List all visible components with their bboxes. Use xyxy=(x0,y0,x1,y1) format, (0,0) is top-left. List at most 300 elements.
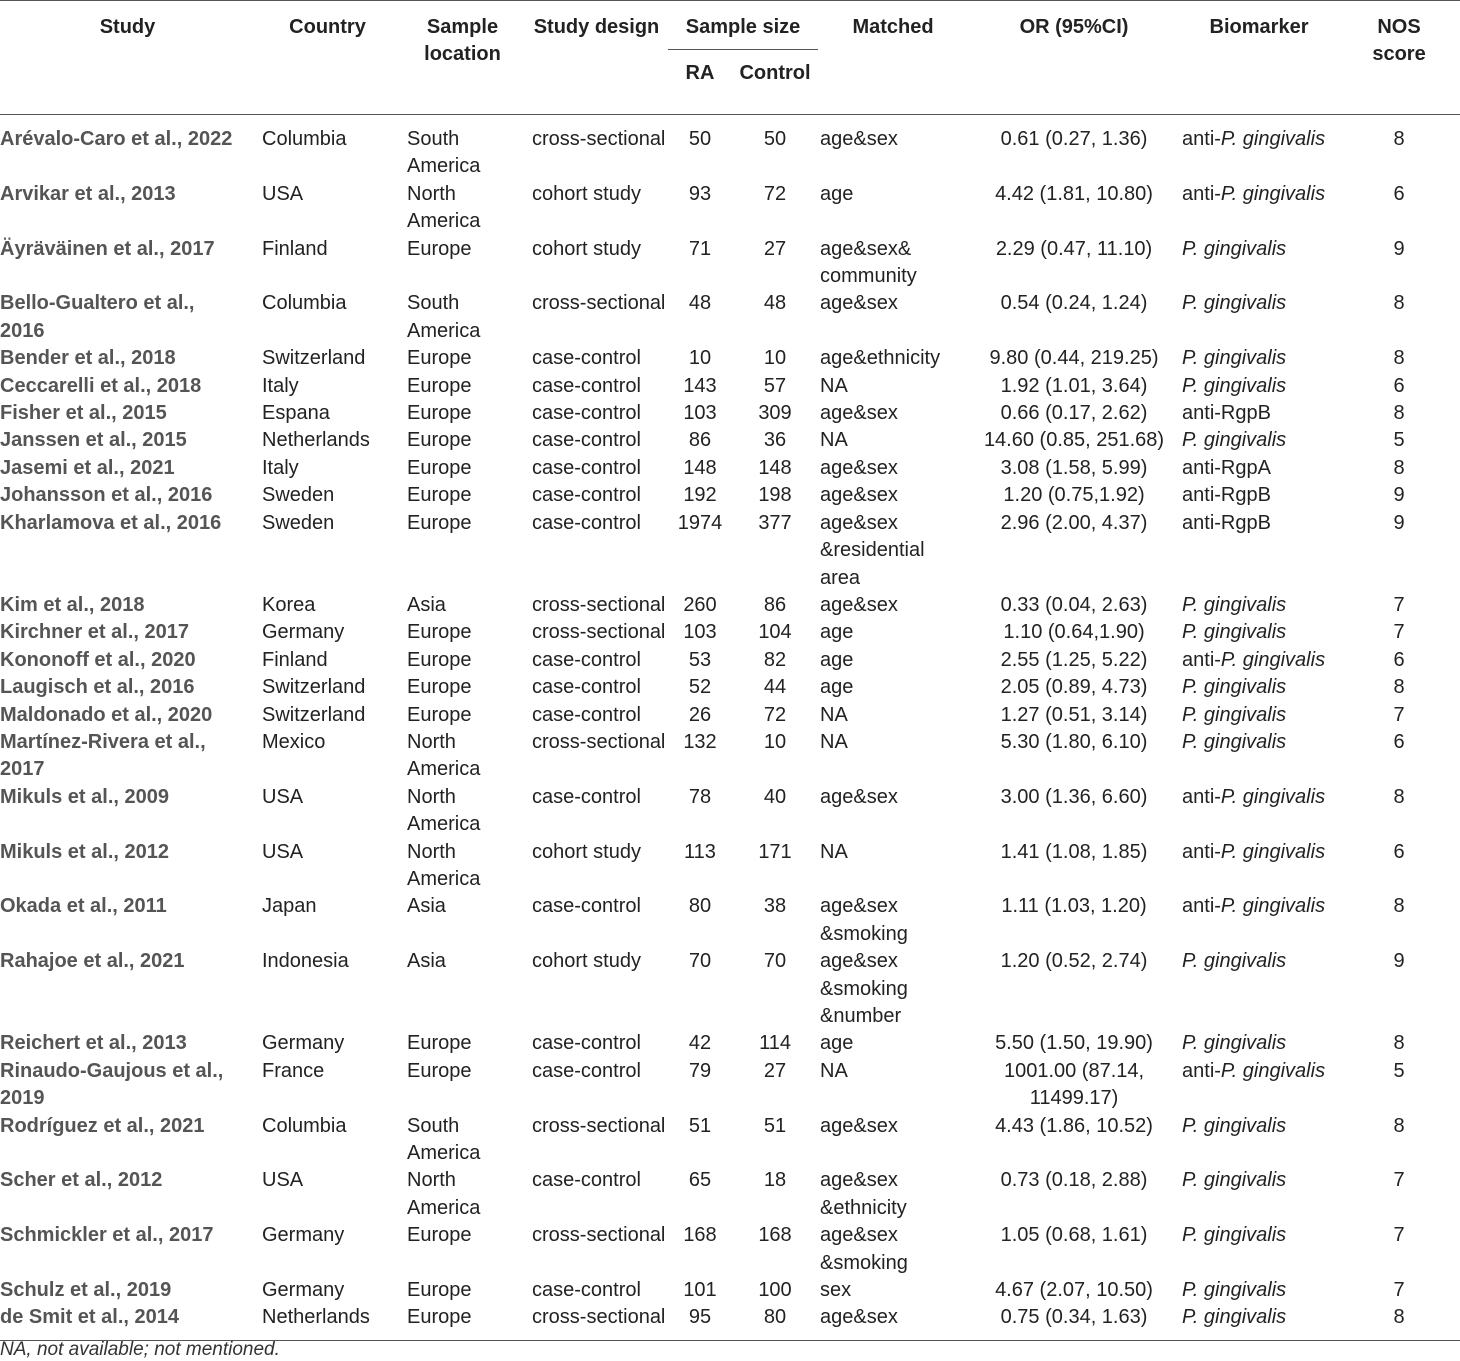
biomarker-species: P. gingivalis xyxy=(1182,1032,1287,1055)
cell-matched xyxy=(818,729,968,784)
location-line: South xyxy=(407,128,460,150)
cell-country: USA xyxy=(262,785,304,808)
cell-sample-location xyxy=(400,427,525,454)
cell-study-design: cross-sectional xyxy=(532,1224,666,1247)
table-row xyxy=(0,345,1460,372)
or-line: 1001.00 (87.14, xyxy=(1003,1059,1145,1082)
cell-matched xyxy=(818,510,968,592)
cell-study xyxy=(0,373,255,400)
table-row xyxy=(0,702,1460,729)
cell-or xyxy=(968,784,1180,839)
cell-sample-location xyxy=(400,893,525,948)
cell-biomarker xyxy=(1180,1058,1338,1113)
table-row xyxy=(0,115,1460,181)
cell-country: Switzerland xyxy=(262,676,366,699)
location-line: North xyxy=(407,730,456,753)
table-row xyxy=(0,948,1460,1030)
study-line: Arvikar et al., 2013 xyxy=(0,182,176,205)
location-line: Europe xyxy=(407,621,472,644)
cell-biomarker xyxy=(1180,290,1338,345)
cell-ra: 52 xyxy=(688,676,712,699)
cell-biomarker xyxy=(1180,1167,1338,1222)
cell-ra: 42 xyxy=(688,1032,712,1055)
or-line: 1.11 (1.03, 1.20) xyxy=(1001,895,1147,918)
cell-control: 104 xyxy=(758,621,792,644)
cell-or xyxy=(968,674,1180,701)
or-line: 4.43 (1.86, 10.52) xyxy=(995,1114,1153,1137)
cell-nos-score: 7 xyxy=(1393,703,1405,726)
study-line: 2017 xyxy=(0,758,45,781)
or-line: 1.05 (0.68, 1.61) xyxy=(1000,1224,1148,1247)
cell-nos-score: 6 xyxy=(1393,730,1405,753)
cell-or xyxy=(968,702,1180,729)
cell-matched xyxy=(818,948,968,1030)
cell-control: 80 xyxy=(763,1306,787,1329)
cell-nos-score: 6 xyxy=(1393,648,1405,671)
cell-sample-location xyxy=(400,674,525,701)
location-line: Asia xyxy=(407,895,446,918)
cell-study xyxy=(0,729,255,784)
cell-nos-score: 9 xyxy=(1393,950,1405,973)
study-line: Maldonado et al., 2020 xyxy=(0,703,213,726)
biomarker-species: P. gingivalis xyxy=(1182,1224,1287,1247)
cell-study xyxy=(0,482,255,509)
cell-control: 70 xyxy=(763,950,787,973)
matched-line: age&sex xyxy=(820,128,898,150)
cell-biomarker xyxy=(1180,345,1338,372)
table-row xyxy=(0,400,1460,427)
cell-ra: 101 xyxy=(683,1279,717,1302)
study-line: de Smit et al., 2014 xyxy=(0,1306,179,1329)
biomarker-prefix: anti- xyxy=(1182,648,1221,671)
cell-study xyxy=(0,181,255,236)
cell-matched xyxy=(818,1030,968,1057)
matched-line: NA xyxy=(820,840,848,863)
study-line: Okada et al., 2011 xyxy=(0,895,167,918)
cell-ra: 50 xyxy=(688,128,712,150)
table-row xyxy=(0,1113,1460,1168)
study-line: Mikuls et al., 2012 xyxy=(0,840,169,863)
cell-country: Switzerland xyxy=(262,347,366,370)
biomarker-prefix: anti-RgpA xyxy=(1182,456,1271,479)
matched-line: &smoking xyxy=(820,977,908,1000)
matched-line: age&sex xyxy=(820,895,898,918)
biomarker-species: P. gingivalis xyxy=(1182,730,1287,753)
cell-country: Mexico xyxy=(262,730,326,753)
table-row xyxy=(0,839,1460,894)
cell-nos-score: 8 xyxy=(1393,456,1405,479)
cell-study-design: case-control xyxy=(532,429,641,452)
cell-control: 18 xyxy=(763,1169,787,1192)
cell-control: 72 xyxy=(763,182,787,205)
location-line: America xyxy=(407,155,481,178)
table-row xyxy=(0,373,1460,400)
cell-matched xyxy=(818,290,968,345)
cell-matched xyxy=(818,455,968,482)
table-header xyxy=(0,1,1460,115)
cell-nos-score: 8 xyxy=(1393,1114,1405,1137)
biomarker-species: P. gingivalis xyxy=(1220,128,1326,150)
or-line: 2.96 (2.00, 4.37) xyxy=(1000,511,1148,534)
cell-sample-location xyxy=(400,181,525,236)
cell-sample-location xyxy=(400,619,525,646)
study-line: Jasemi et al., 2021 xyxy=(0,456,175,479)
study-line: 2019 xyxy=(0,1087,45,1110)
study-line: Bender et al., 2018 xyxy=(0,347,176,370)
header-study-design: Study design xyxy=(533,16,660,38)
cell-study xyxy=(0,455,255,482)
cell-country: Netherlands xyxy=(262,1306,370,1329)
cell-ra: 70 xyxy=(688,950,712,973)
cell-or xyxy=(968,948,1180,1030)
or-line: 0.73 (0.18, 2.88) xyxy=(1000,1169,1148,1192)
cell-sample-location xyxy=(400,510,525,592)
study-line: Kim et al., 2018 xyxy=(0,593,145,616)
cell-control: 86 xyxy=(763,593,787,616)
cell-study xyxy=(0,1222,255,1277)
header-sample-location xyxy=(400,1,525,115)
cell-ra: 1974 xyxy=(677,511,723,534)
cell-or xyxy=(968,115,1180,181)
matched-line: age&sex xyxy=(820,785,898,808)
biomarker-species: P. gingivalis xyxy=(1182,1306,1287,1329)
cell-study-design: cross-sectional xyxy=(532,292,666,315)
header-sample-location-line1: Sample xyxy=(426,16,499,38)
biomarker-species: P. gingivalis xyxy=(1182,429,1287,452)
study-line: Schmickler et al., 2017 xyxy=(0,1224,214,1247)
cell-sample-location xyxy=(400,1277,525,1304)
cell-country: Sweden xyxy=(262,511,335,534)
cell-matched xyxy=(818,592,968,619)
cell-or xyxy=(968,345,1180,372)
cell-or xyxy=(968,1167,1180,1222)
matched-line: age&sex xyxy=(820,1114,898,1137)
location-line: America xyxy=(407,319,481,342)
header-sample-size xyxy=(668,1,818,51)
biomarker-species: P. gingivalis xyxy=(1182,237,1287,260)
cell-sample-location xyxy=(400,1304,525,1340)
cell-country: Switzerland xyxy=(262,703,366,726)
or-line: 5.30 (1.80, 6.10) xyxy=(1000,730,1148,753)
or-line: 0.66 (0.17, 2.62) xyxy=(1000,402,1148,425)
cell-sample-location xyxy=(400,729,525,784)
header-or: OR (95%CI) xyxy=(1019,16,1129,38)
matched-line: age&ethnicity xyxy=(820,347,941,370)
cell-biomarker xyxy=(1180,1222,1338,1277)
study-line: Kharlamova et al., 2016 xyxy=(0,511,222,534)
cell-country: Germany xyxy=(262,1279,345,1302)
cell-biomarker xyxy=(1180,893,1338,948)
cell-control: 44 xyxy=(763,676,787,699)
cell-control: 38 xyxy=(763,895,787,918)
cell-study-design: case-control xyxy=(532,347,641,370)
cell-biomarker xyxy=(1180,373,1338,400)
cell-or xyxy=(968,455,1180,482)
cell-nos-score: 9 xyxy=(1393,484,1405,507)
cell-sample-location xyxy=(400,948,525,1030)
cell-study-design: cohort study xyxy=(532,237,641,260)
or-line: 4.42 (1.81, 10.80) xyxy=(995,182,1153,205)
study-line: Rinaudo-Gaujous et al., xyxy=(0,1059,224,1082)
location-line: Europe xyxy=(407,1224,472,1247)
table-row xyxy=(0,1167,1460,1222)
cell-biomarker xyxy=(1180,647,1338,674)
cell-study-design: case-control xyxy=(532,1279,641,1302)
biomarker-species: P. gingivalis xyxy=(1182,1114,1287,1137)
cell-nos-score: 7 xyxy=(1393,1279,1405,1302)
study-line: Kononoff et al., 2020 xyxy=(0,648,196,671)
location-line: Asia xyxy=(407,593,446,616)
cell-or xyxy=(968,236,1180,291)
cell-study-design: cross-sectional xyxy=(532,593,666,616)
header-nos-line1: NOS xyxy=(1377,16,1421,38)
biomarker-species: P. gingivalis xyxy=(1182,950,1287,973)
cell-biomarker xyxy=(1180,510,1338,592)
cell-biomarker xyxy=(1180,400,1338,427)
cell-control: 48 xyxy=(763,292,787,315)
cell-country: USA xyxy=(262,182,304,205)
matched-line: NA xyxy=(820,374,848,397)
cell-control: 100 xyxy=(758,1279,792,1302)
cell-or xyxy=(968,482,1180,509)
table-footnote: NA, not available; not mentioned. xyxy=(0,1339,280,1360)
cell-nos-score: 6 xyxy=(1393,840,1405,863)
cell-or xyxy=(968,1222,1180,1277)
cell-study-design: cross-sectional xyxy=(532,128,666,150)
study-line: Schulz et al., 2019 xyxy=(0,1279,172,1302)
or-line: 1.20 (0.75,1.92) xyxy=(1003,484,1145,507)
or-line: 11499.17) xyxy=(1029,1087,1119,1110)
or-line: 2.29 (0.47, 11.10) xyxy=(995,237,1153,260)
cell-matched xyxy=(818,1222,968,1277)
cell-biomarker xyxy=(1180,1277,1338,1304)
cell-country: USA xyxy=(262,840,304,863)
cell-study-design: cross-sectional xyxy=(532,621,666,644)
location-line: Europe xyxy=(407,676,472,699)
cell-country: Japan xyxy=(262,895,317,918)
cell-ra: 143 xyxy=(683,374,717,397)
cell-nos-score: 8 xyxy=(1393,1306,1405,1329)
header-ra: RA xyxy=(685,62,715,84)
cell-control: 51 xyxy=(763,1114,787,1137)
cell-sample-location xyxy=(400,1222,525,1277)
table-row xyxy=(0,482,1460,509)
cell-ra: 86 xyxy=(688,429,712,452)
cell-study xyxy=(0,290,255,345)
cell-nos-score: 9 xyxy=(1393,511,1405,534)
matched-line: age&sex xyxy=(820,484,898,507)
cell-nos-score: 8 xyxy=(1393,895,1405,918)
or-line: 5.50 (1.50, 19.90) xyxy=(995,1032,1153,1055)
cell-country: Germany xyxy=(262,621,345,644)
matched-line: NA xyxy=(820,429,848,452)
location-line: America xyxy=(407,813,481,836)
cell-sample-location xyxy=(400,236,525,291)
study-line: Kirchner et al., 2017 xyxy=(0,621,189,644)
biomarker-species: P. gingivalis xyxy=(1220,182,1326,205)
cell-ra: 10 xyxy=(688,347,712,370)
location-line: Europe xyxy=(407,429,472,452)
biomarker-species: P. gingivalis xyxy=(1182,593,1287,616)
table-row xyxy=(0,427,1460,454)
study-line: Scher et al., 2012 xyxy=(0,1169,163,1192)
cell-country: Finland xyxy=(262,648,328,671)
or-line: 3.00 (1.36, 6.60) xyxy=(1000,785,1148,808)
cell-or xyxy=(968,1277,1180,1304)
cell-study xyxy=(0,839,255,894)
cell-study-design: cohort study xyxy=(532,950,641,973)
matched-line: age xyxy=(820,182,854,205)
cell-ra: 103 xyxy=(683,621,717,644)
biomarker-species: P. gingivalis xyxy=(1182,1169,1287,1192)
cell-control: 57 xyxy=(763,374,787,397)
or-line: 0.33 (0.04, 2.63) xyxy=(1000,593,1148,616)
cell-biomarker xyxy=(1180,181,1338,236)
location-line: South xyxy=(407,1114,460,1137)
matched-line: age&sex xyxy=(820,950,898,973)
cell-or xyxy=(968,619,1180,646)
cell-study-design: case-control xyxy=(532,676,641,699)
or-line: 1.41 (1.08, 1.85) xyxy=(1000,840,1148,863)
cell-or xyxy=(968,592,1180,619)
cell-sample-location xyxy=(400,1030,525,1057)
cell-control: 72 xyxy=(763,703,787,726)
cell-biomarker xyxy=(1180,1304,1338,1340)
cell-sample-location xyxy=(400,345,525,372)
matched-line: NA xyxy=(820,1059,848,1082)
cell-sample-location xyxy=(400,1167,525,1222)
table-row xyxy=(0,510,1460,592)
biomarker-species: P. gingivalis xyxy=(1220,648,1326,671)
cell-biomarker xyxy=(1180,674,1338,701)
cell-study xyxy=(0,592,255,619)
header-sample-size-label: Sample size xyxy=(685,16,801,38)
matched-line: sex xyxy=(820,1279,852,1302)
or-line: 0.61 (0.27, 1.36) xyxy=(1000,128,1148,150)
cell-matched xyxy=(818,482,968,509)
matched-line: age&sex xyxy=(820,593,898,616)
location-line: Europe xyxy=(407,347,472,370)
cell-study-design: case-control xyxy=(532,1032,641,1055)
cell-matched xyxy=(818,674,968,701)
cell-study xyxy=(0,115,255,181)
study-line: Arévalo-Caro et al., 2022 xyxy=(0,128,233,150)
cell-biomarker xyxy=(1180,115,1338,181)
header-country: Country xyxy=(289,16,366,38)
cell-country: USA xyxy=(262,1169,304,1192)
cell-study xyxy=(0,674,255,701)
biomarker-species: P. gingivalis xyxy=(1182,374,1287,397)
cell-sample-location xyxy=(400,592,525,619)
cell-or xyxy=(968,510,1180,592)
matched-line: age xyxy=(820,621,854,644)
cell-study-design: cohort study xyxy=(532,840,641,863)
cell-matched xyxy=(818,400,968,427)
biomarker-prefix: anti- xyxy=(1182,1059,1221,1082)
location-line: America xyxy=(407,1142,481,1165)
cell-study-design: cross-sectional xyxy=(532,1306,666,1329)
biomarker-species: P. gingivalis xyxy=(1182,703,1287,726)
cell-ra: 168 xyxy=(683,1224,717,1247)
cell-control: 50 xyxy=(763,128,787,150)
or-line: 3.08 (1.58, 5.99) xyxy=(1000,456,1148,479)
cell-sample-location xyxy=(400,1058,525,1113)
study-line: Laugisch et al., 2016 xyxy=(0,676,195,699)
study-line: Johansson et al., 2016 xyxy=(0,484,213,507)
cell-study-design: case-control xyxy=(532,648,641,671)
location-line: America xyxy=(407,867,481,890)
cell-nos-score: 8 xyxy=(1393,676,1405,699)
biomarker-prefix: anti- xyxy=(1182,840,1221,863)
or-line: 0.54 (0.24, 1.24) xyxy=(1000,292,1148,315)
cell-study-design: cross-sectional xyxy=(532,1114,666,1137)
cell-nos-score: 7 xyxy=(1393,593,1405,616)
or-line: 4.67 (2.07, 10.50) xyxy=(995,1279,1153,1302)
table-row xyxy=(0,1304,1460,1340)
cell-biomarker xyxy=(1180,729,1338,784)
cell-control: 10 xyxy=(763,730,787,753)
cell-sample-location xyxy=(400,373,525,400)
header-biomarker: Biomarker xyxy=(1209,16,1309,38)
matched-line: age&sex& xyxy=(820,237,912,260)
cell-nos-score: 6 xyxy=(1393,374,1405,397)
cell-control: 309 xyxy=(758,402,792,425)
cell-country: Columbia xyxy=(262,128,347,150)
cell-country: Italy xyxy=(262,374,299,397)
matched-line: age xyxy=(820,676,854,699)
cell-sample-location xyxy=(400,784,525,839)
biomarker-species: P. gingivalis xyxy=(1182,347,1287,370)
cell-study xyxy=(0,345,255,372)
cell-country: France xyxy=(262,1059,325,1082)
cell-matched xyxy=(818,893,968,948)
matched-line: age&sex xyxy=(820,402,898,425)
location-line: Europe xyxy=(407,1306,472,1329)
matched-line: age xyxy=(820,648,854,671)
table-row xyxy=(0,1277,1460,1304)
table-row xyxy=(0,592,1460,619)
matched-line: NA xyxy=(820,730,848,753)
cell-ra: 65 xyxy=(688,1169,712,1192)
location-line: America xyxy=(407,1196,481,1219)
cell-country: Indonesia xyxy=(262,950,349,973)
location-line: Europe xyxy=(407,374,472,397)
biomarker-species: P. gingivalis xyxy=(1220,785,1326,808)
cell-control: 377 xyxy=(758,511,792,534)
study-line: Reichert et al., 2013 xyxy=(0,1032,187,1055)
location-line: Europe xyxy=(407,237,472,260)
location-line: America xyxy=(407,210,481,233)
cell-control: 171 xyxy=(758,840,792,863)
cell-biomarker xyxy=(1180,839,1338,894)
cell-study-design: cross-sectional xyxy=(532,730,666,753)
cell-country: Columbia xyxy=(262,1114,347,1137)
study-line: Martínez-Rivera et al., xyxy=(0,730,206,753)
table-row xyxy=(0,1030,1460,1057)
cell-or xyxy=(968,427,1180,454)
cell-ra: 103 xyxy=(683,402,717,425)
table-row xyxy=(0,1058,1460,1113)
matched-line: age&sex xyxy=(820,292,898,315)
cell-sample-location xyxy=(400,455,525,482)
location-line: Asia xyxy=(407,950,446,973)
study-line: Mikuls et al., 2009 xyxy=(0,785,169,808)
biomarker-prefix: anti-RgpB xyxy=(1182,511,1271,534)
or-line: 14.60 (0.85, 251.68) xyxy=(983,429,1165,452)
cell-study-design: case-control xyxy=(532,484,641,507)
cell-matched xyxy=(818,1058,968,1113)
cell-matched xyxy=(818,373,968,400)
